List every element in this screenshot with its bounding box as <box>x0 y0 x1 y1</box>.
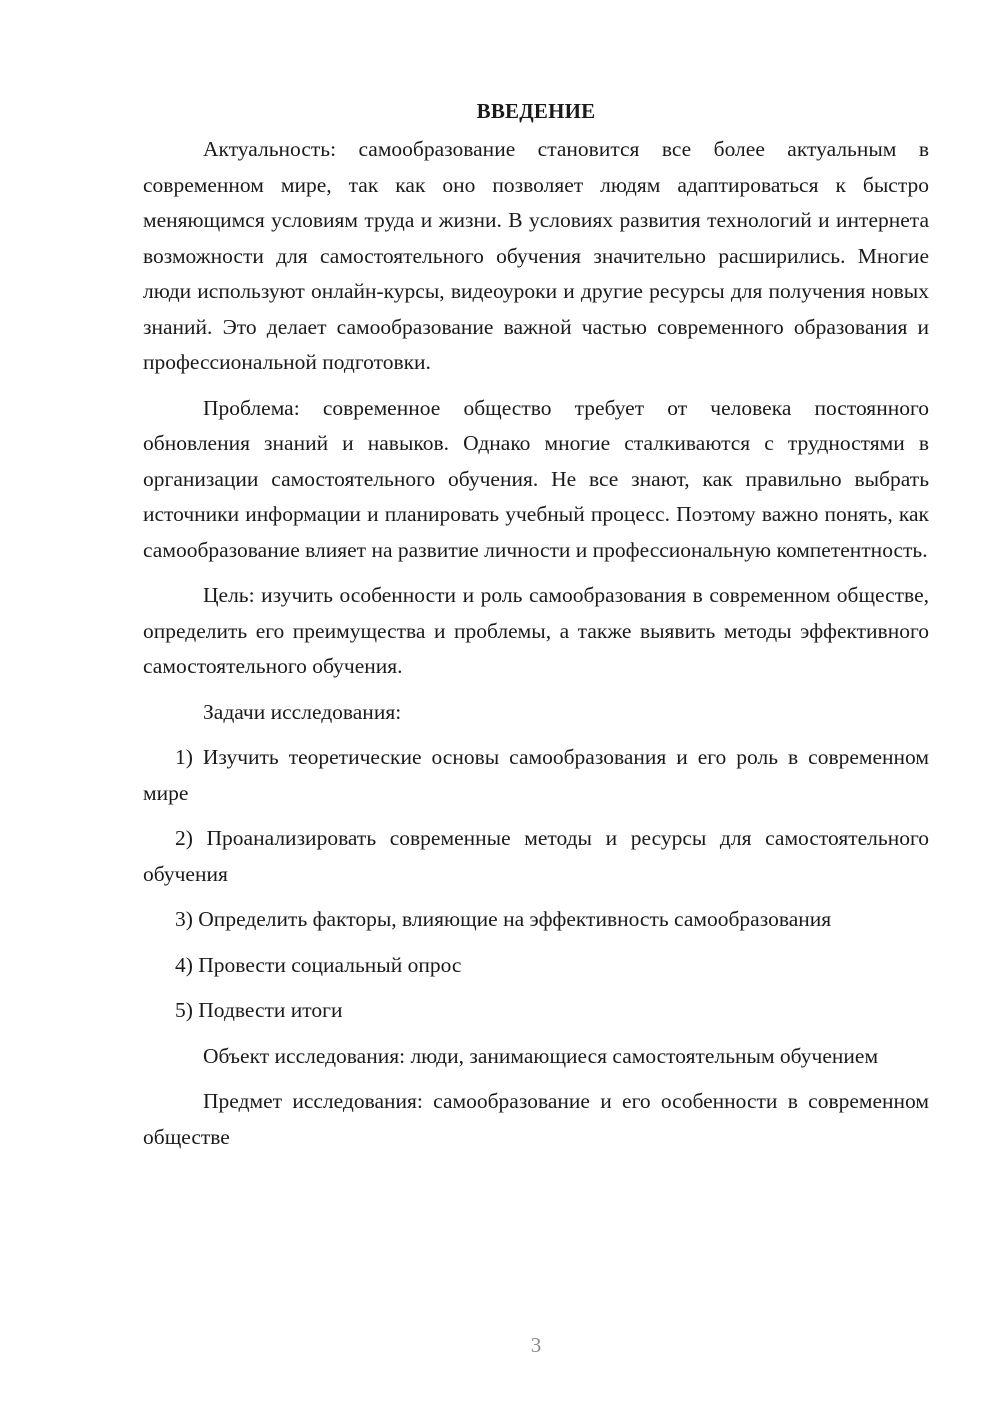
task-item-3: 3) Определить факторы, влияющие на эффективность самообразования <box>175 907 832 931</box>
task-item-5: 5) Подвести итоги <box>175 998 343 1022</box>
section-heading: ВВЕДЕНИЕ <box>476 99 596 123</box>
object-paragraph: Объект исследования: люди, занимающиеся самостоятельным обучением <box>203 1043 879 1068</box>
subject-paragraph: Предмет исследования: самообразование и его особенности в современном обществе <box>143 1089 929 1149</box>
task-item-1: 1) Изучить теоретические основы самообразования и его роль в современном мире <box>143 745 929 805</box>
page-number: 3 <box>530 1333 542 1357</box>
task-item-4: 4) Провести социальный опрос <box>175 952 462 977</box>
relevance-paragraph: Актуальность: самообразование становится все более актуальным в современном мире, так как оно позволяет людям адаптироваться к быстро меняющимся условиям труда и жизни. В условиях развития технологий и интернета возможности для самостоятельного обучения значительно расширились. Многие люди используют онлайн-курсы, видеоуроки и другие ресурсы для получения новых знаний. Это делает самообразование важной частью современного образования и профессиональной подготовки. <box>143 137 929 374</box>
task-item-2: 2) Проанализировать современные методы и ресурсы для самостоятельного обучения <box>143 826 929 886</box>
tasks-intro: Задачи исследования: <box>203 699 402 724</box>
document-page <box>143 96 929 1165</box>
goal-paragraph: Цель: изучить особенности и роль самообразования в современном обществе, определить его преимущества и проблемы, а также выявить методы эффективного самостоятельного обучения. <box>143 583 929 678</box>
problem-paragraph: Проблема: современное общество требует от человека постоянного обновления знаний и навыков. Однако многие сталкиваются с трудностями в организации самостоятельного обучения. Не все знают, как правильно выбрать источники информации и планировать учебный процесс. Поэтому важно понять, как самообразование влияет на развитие личности и профессиональную компетентность. <box>143 395 929 562</box>
